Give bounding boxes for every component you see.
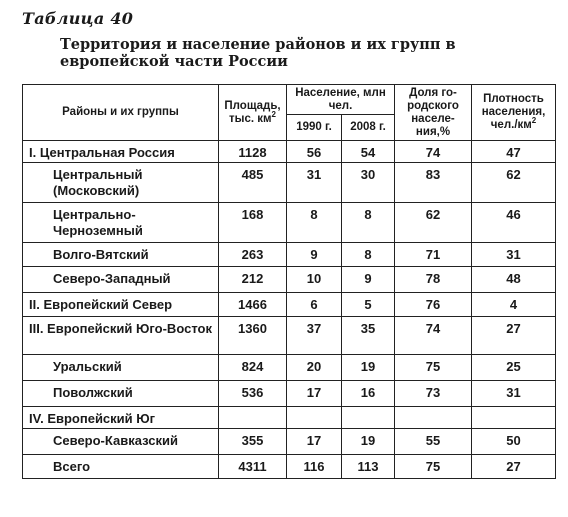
population-1990-cell [287,407,342,429]
urban-share-cell: 74 [395,317,472,355]
area-cell: 263 [219,243,287,267]
density-cell: 48 [472,267,556,293]
region-name-cell: Всего [23,455,219,479]
region-name-cell: Центральный (Московский) [23,163,219,203]
population-2008-cell: 35 [342,317,395,355]
area-cell: 4311 [219,455,287,479]
population-2008-cell: 19 [342,355,395,381]
population-1990-cell: 31 [287,163,342,203]
table-number-label: Таблица 40 [22,9,134,28]
urban-share-cell: 76 [395,293,472,317]
region-name-cell: Уральский [23,355,219,381]
density-cell: 27 [472,455,556,479]
urban-share-cell: 75 [395,455,472,479]
region-name-cell: Волго-Вятский [23,243,219,267]
population-1990-cell: 20 [287,355,342,381]
table-row [23,141,556,163]
population-2008-cell: 9 [342,267,395,293]
table-row [23,163,556,203]
population-2008-cell: 19 [342,429,395,455]
region-name-cell: II. Европейский Север [23,293,219,317]
urban-share-cell: 75 [395,355,472,381]
population-1990-cell: 6 [287,293,342,317]
table-row [23,355,556,381]
area-cell [219,407,287,429]
territory-population-table [22,84,556,479]
region-name-cell: Северо-Западный [23,267,219,293]
population-1990-cell: 8 [287,203,342,243]
header-region: Районы и их группы [23,85,219,141]
population-2008-cell: 16 [342,381,395,407]
region-name-cell: IV. Европейский Юг [23,407,219,429]
density-cell: 27 [472,317,556,355]
density-cell: 46 [472,203,556,243]
area-cell: 485 [219,163,287,203]
area-cell: 355 [219,429,287,455]
table-row [23,267,556,293]
population-1990-cell: 10 [287,267,342,293]
area-cell: 1128 [219,141,287,163]
population-1990-cell: 37 [287,317,342,355]
density-cell: 31 [472,381,556,407]
population-1990-cell: 56 [287,141,342,163]
header-urban-share: Доля го-родского населе-ния,% [395,85,472,141]
area-cell: 168 [219,203,287,243]
area-cell: 1466 [219,293,287,317]
area-cell: 212 [219,267,287,293]
table-row [23,429,556,455]
urban-share-cell [395,407,472,429]
population-1990-cell: 116 [287,455,342,479]
population-1990-cell: 17 [287,429,342,455]
population-2008-cell: 8 [342,203,395,243]
urban-share-cell: 83 [395,163,472,203]
urban-share-cell: 73 [395,381,472,407]
region-name-cell: III. Европейский Юго-Восток [23,317,219,355]
population-2008-cell: 5 [342,293,395,317]
header-area: Площадь, тыс. $км^2$ [219,85,287,141]
urban-share-cell: 62 [395,203,472,243]
area-cell: 824 [219,355,287,381]
area-cell: 536 [219,381,287,407]
region-name-cell: Центрально-Черноземный [23,203,219,243]
table-row [23,407,556,429]
table-row [23,293,556,317]
region-name-cell: Северо-Кавказский [23,429,219,455]
population-2008-cell: 54 [342,141,395,163]
density-cell: 4 [472,293,556,317]
header-year-1990: 1990 г. [287,115,342,141]
header-year-2008: 2008 г. [342,115,395,141]
population-2008-cell: 113 [342,455,395,479]
region-name-cell: I. Центральная Россия [23,141,219,163]
population-2008-cell: 30 [342,163,395,203]
table-row [23,243,556,267]
density-cell: 31 [472,243,556,267]
density-cell [472,407,556,429]
density-cell: 25 [472,355,556,381]
table-row [23,381,556,407]
urban-share-cell: 78 [395,267,472,293]
population-2008-cell [342,407,395,429]
region-name-cell: Поволжский [23,381,219,407]
density-cell: 47 [472,141,556,163]
population-1990-cell: 17 [287,381,342,407]
urban-share-cell: 55 [395,429,472,455]
table-title: Территория и население районов и их групп в европейской части России [60,36,456,70]
table-body [23,141,556,479]
population-2008-cell: 8 [342,243,395,267]
table-row [23,455,556,479]
area-cell: 1360 [219,317,287,355]
density-cell: 62 [472,163,556,203]
header-density: Плотность населения, $чел./км^2$ [472,85,556,141]
urban-share-cell: 71 [395,243,472,267]
header-population: Население, млн чел. [287,85,395,115]
population-1990-cell: 9 [287,243,342,267]
table-row [23,203,556,243]
table-row [23,317,556,355]
density-cell: 50 [472,429,556,455]
urban-share-cell: 74 [395,141,472,163]
